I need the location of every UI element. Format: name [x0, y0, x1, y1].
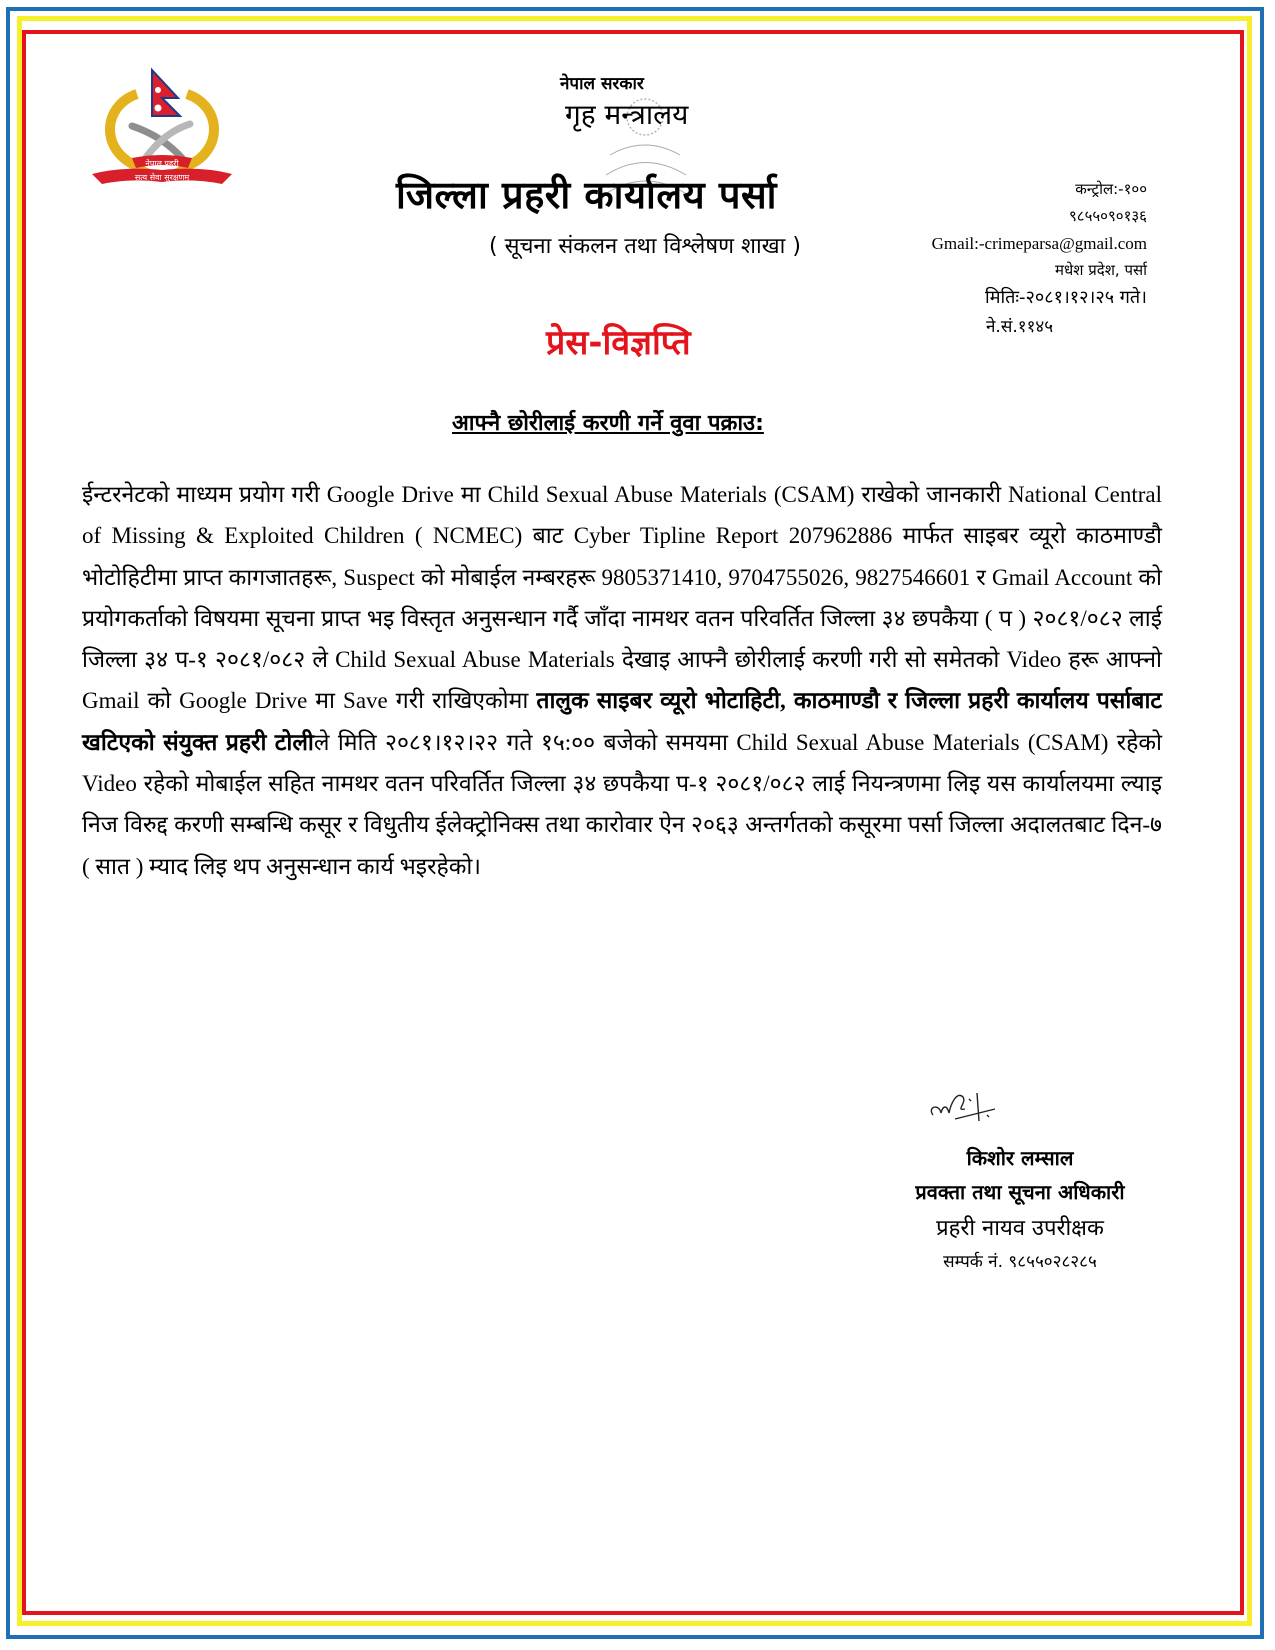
handwritten-signature-icon [925, 1085, 1015, 1125]
press-release-body [82, 474, 1162, 887]
wreath-right-icon [187, 94, 214, 166]
body-text-part1: ईन्टरनेटको माध्यम प्रयोग गरी Google Drive मा Child Sexual Abuse Materials (CSAM) राखेको जानकारी National Central of Missing & Exploited Children ( NCMEC) बाट Cyber Tipline Report 207962886 मार्फत साइबर व्यूरो काठमाण्डौ भोटोहिटीमा प्राप्त कागजातहरू, Suspect को मोबाईल नम्बरहरू 9805371410, 9704755026, 9827546601 र Gmail Account को प्रयोगकर्ताको विषयमा सूचना प्राप्त भइ विस्तृत अनुसन्धान गर्दै जाँदा नामथर वतन परिवर्तित जिल्ला ३४ छपकैया ( प ) २०८१/०८२ लाई जिल्ला ३४ प-१ २०८१/०८२ ले Child Sexual Abuse Materials देखाइ आफ्नै छोरीलाई करणी गरी सो समेतको Video हरू आफ्नो Gmail को Google Drive मा Save गरी राखिएकोमा [82, 482, 1162, 714]
email-address: Gmail:-crimeparsa@gmail.com [931, 234, 1147, 253]
signatory-block [880, 1142, 1160, 1276]
body-text-bold: तालुक साइबर व्यूरो भोटाहिटी, काठमाण्डौ र जिल्ला प्रहरी कार्यालय पर्साबाट खटिएको संयुक्त प्रहरी टोली [82, 688, 1162, 755]
contact-block [932, 176, 1147, 311]
ribbon-bottom-text: सत्य सेवा सुरक्षणम् [134, 173, 190, 182]
control-number: कन्ट्रोल:-१०० [1075, 180, 1147, 198]
press-release-title: प्रेस-विज्ञप्ति [546, 323, 691, 363]
office-title: जिल्ला प्रहरी कार्यालय पर्सा [396, 172, 777, 217]
phone-number: ९८५५०९०१३६ [1068, 207, 1147, 225]
ministry-label: गृह मन्त्रालय [565, 98, 689, 131]
branch-subtitle: ( सूचना संकलन तथा विश्लेषण शाखा ) [489, 234, 801, 259]
subject-heading: आफ्नै छोरीलाई करणी गर्ने वुवा पक्राउ: [452, 411, 764, 436]
signatory-phone: सम्पर्क नं. ९८५५०२८२८५ [943, 1252, 1097, 1272]
nepal-police-emblem-icon [82, 66, 242, 196]
signatory-name: किशोर लम्साल [966, 1146, 1074, 1170]
body-text-part2: ले मिति २०८१।१२।२२ गते १५:०० बजेको समयमा Child Sexual Abuse Materials (CSAM) रहेको Video रहेको मोबाईल सहित नामथर वतन परिवर्तित जिल्ला ३४ छपकैया प-१ २०८१/०८२ लाई नियन्त्रणमा लिइ यस कार्यालयमा ल्याइ निज विरुद्द करणी सम्बन्धि कसूर र विधुतीय ईलेक्ट्रोनिक्स तथा कारोवार ऐन २०६३ अन्तर्गतको कसूरमा पर्सा जिल्ला अदालतबाट दिन-७ ( सात ) म्याद लिइ थप अनुसन्धान कार्य भइरहेको। [82, 729, 1163, 879]
address: मधेश प्रदेश, पर्सा [1055, 261, 1147, 279]
reference-number: ने.सं.११४५ [986, 317, 1054, 337]
signatory-title: प्रवक्ता तथा सूचना अधिकारी [915, 1180, 1125, 1204]
signatory-rank: प्रहरी नायव उपरीक्षक [936, 1216, 1104, 1241]
ribbon-top-text: नेपाल प्रहरी [145, 159, 179, 168]
government-label: नेपाल सरकार [560, 74, 644, 94]
date: मितिः-२०८१।१२।२५ गते। [985, 287, 1147, 308]
